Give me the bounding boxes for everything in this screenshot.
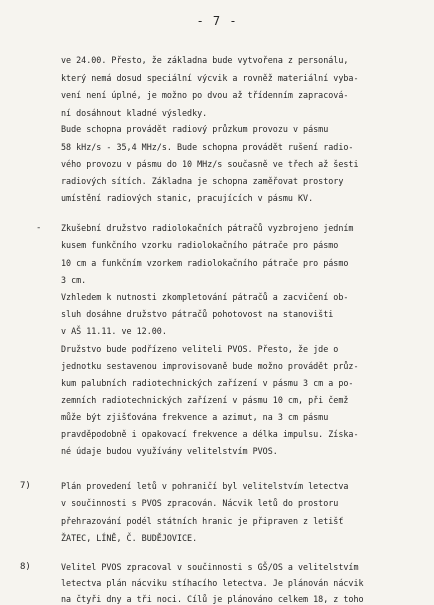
text-line: ve 24.00. Přesto, že základna bude vytvořena z personálu,	[61, 55, 349, 65]
text-line: Bude schopna provádět radiový průzkum provozu v pásmu	[61, 124, 329, 134]
text-line: vení není úplné, je možno po dvou až třídenním zapracová-	[61, 90, 349, 100]
text-line: který nemá dosud speciální výcvik a rovněž materiální vyba-	[61, 73, 359, 83]
text-line: Vzhledem k nutnosti zkompletování pátračů a zacvičení ob-	[61, 292, 349, 302]
text-line: Zkušební družstvo radiolokačních pátračů vyzbrojeno jedním	[61, 223, 354, 233]
text-line: přehrazování podél státních hranic je připraven z letišť	[61, 516, 344, 526]
list-dash-marker: -	[36, 223, 42, 233]
text-line: v součinnosti s PVOS zpracován. Nácvik letů do prostoru	[61, 498, 339, 508]
text-line: Velitel PVOS zpracoval v součinnosti s GŠ/OS a velitelstvím	[61, 562, 359, 572]
page-number: - 7 -	[196, 14, 238, 28]
text-line: na čtyři dny a tři noci. Cílů je plánováno celkem 18, z toho	[61, 594, 364, 604]
text-line: Družstvo bude podřízeno veliteli PVOS. Přesto, že jde o	[61, 344, 339, 354]
text-line: sluh dosáhne družstvo pátračů pohotovost na stanovišti	[61, 309, 334, 319]
text-line: může být zjišťována frekvence a azimut, na 3 cm pásmu	[61, 412, 329, 422]
text-line: zemních radiotechnických zařízení v pásmu 10 cm, při čemž	[61, 395, 349, 405]
text-line: 58 kHz/s - 35,4 MHz/s. Bude schopna provádět rušení radio-	[61, 142, 354, 152]
list-number-marker: 7)	[20, 481, 31, 491]
text-line: radiových sítích. Základna je schopna zaměřovat prostory	[61, 176, 344, 186]
text-line: Plán provedení letů v pohraničí byl velitelstvím letectva	[61, 481, 349, 491]
text-line: ní dosáhnout kladné výsledky.	[61, 108, 208, 118]
text-line: kum palubních radiotechnických zařízení v pásmu 3 cm a po-	[61, 378, 354, 388]
text-line: letectva plán nácviku stíhacího letectva. Je plánován nácvik	[61, 578, 364, 588]
text-line: kusem funkčního vzorku radiolokačního pátrače pro pásmo	[61, 240, 339, 250]
text-line: né údaje budou využívány velitelstvím PVOS.	[61, 446, 278, 456]
text-line: ŽATEC, LÍNĚ, Č. BUDĚJOVICE.	[61, 533, 198, 543]
list-number-marker: 8)	[20, 562, 31, 572]
text-line: v AŠ 11.11. ve 12.00.	[61, 326, 167, 336]
text-line: jednotku sestavenou improvisovaně bude možno provádět průz-	[61, 361, 359, 371]
text-line: 3 cm.	[61, 275, 87, 285]
text-line: vého provozu v pásmu do 10 MHz/s současně ve třech až šesti	[61, 159, 359, 169]
text-line: pravděpodobně i opakovací frekvence a délka impulsu. Získa-	[61, 429, 359, 439]
text-line: umístění radiových stanic, pracujících v pásmu KV.	[61, 193, 314, 203]
text-line: 10 cm a funkčním vzorkem radiolokačního pátrače pro pásmo	[61, 258, 349, 268]
